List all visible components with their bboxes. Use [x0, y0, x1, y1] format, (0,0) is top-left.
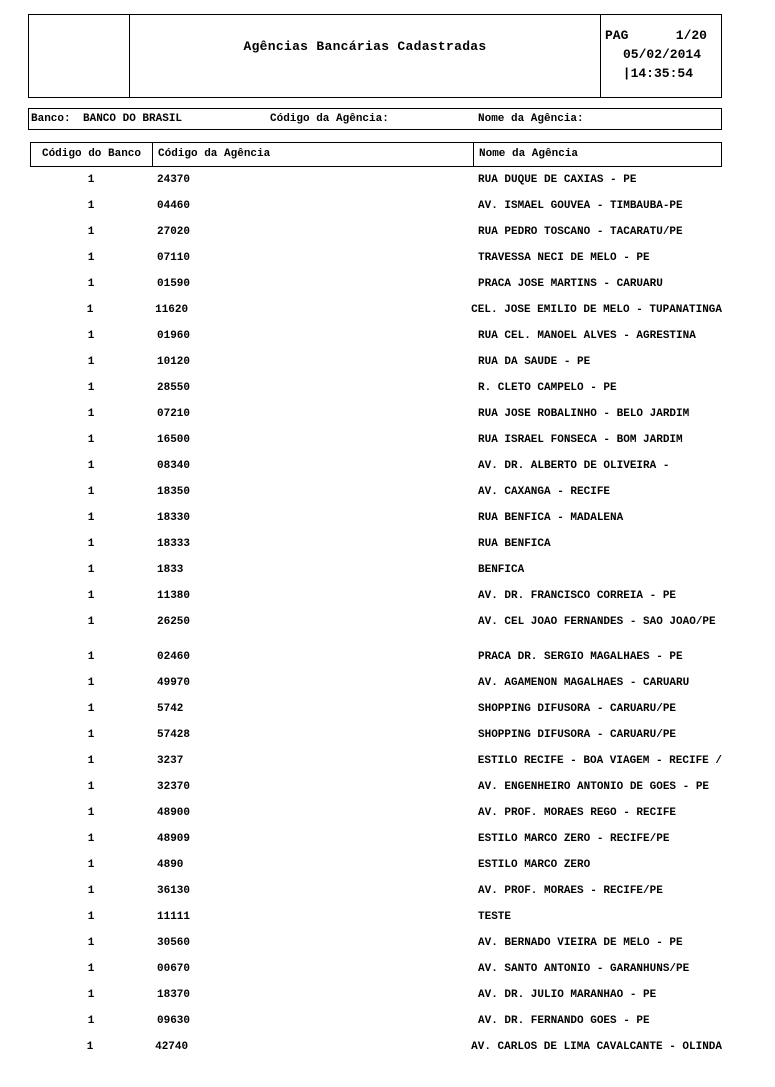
- cell-agency-name: PRACA JOSE MARTINS - CARUARU: [478, 278, 663, 290]
- report-date: 05/02/2014: [622, 47, 701, 62]
- cell-bank-code: 1: [87, 382, 95, 394]
- cell-agency-code: 08340: [157, 460, 191, 472]
- cell-agency-name: AV. DR. FRANCISCO CORREIA - PE: [478, 590, 677, 602]
- cell-bank-code: 1: [87, 651, 95, 663]
- table-row: [30, 1034, 722, 1060]
- table-row: [30, 722, 722, 748]
- cell-agency-code: 36130: [157, 885, 191, 897]
- column-header-agency-name: Nome da Agência: [479, 148, 579, 160]
- cell-bank-code: 1: [87, 330, 95, 342]
- cell-agency-code: 11620: [155, 304, 189, 316]
- title-cell: [130, 15, 601, 97]
- cell-agency-name: ESTILO MARCO ZERO: [478, 859, 591, 871]
- cell-agency-name: RUA CEL. MANOEL ALVES - AGRESTINA: [478, 330, 696, 342]
- table-row: [30, 670, 722, 696]
- table-row: [30, 557, 722, 583]
- cell-bank-code: 1: [86, 304, 94, 316]
- cell-agency-code: 01960: [157, 330, 191, 342]
- cell-agency-code: 18350: [157, 486, 191, 498]
- table-row: [30, 1008, 722, 1034]
- cell-agency-code: 09630: [157, 1015, 191, 1027]
- cell-bank-code: 1: [87, 408, 95, 420]
- page-meta: [601, 15, 721, 97]
- cell-agency-code: 01590: [157, 278, 191, 290]
- cell-bank-code: 1: [87, 356, 95, 368]
- table-row: [30, 297, 722, 323]
- cell-agency-code: 16500: [157, 434, 191, 446]
- cell-agency-code: 04460: [157, 200, 191, 212]
- cell-agency-name: CEL. JOSE EMILIO DE MELO - TUPANATINGA: [471, 304, 722, 316]
- cell-agency-code: 11380: [157, 590, 191, 602]
- cell-agency-name: AV. DR. ALBERTO DE OLIVEIRA -: [478, 460, 670, 472]
- cell-bank-code: 1: [87, 278, 95, 290]
- table-row: [30, 930, 722, 956]
- cell-agency-name: BENFICA: [478, 564, 525, 576]
- cell-bank-code: 1: [87, 937, 95, 949]
- agency-name-filter-label: Nome da Agência:: [478, 113, 584, 125]
- cell-agency-name: AV. CARLOS DE LIMA CAVALCANTE - OLINDA: [471, 1041, 722, 1053]
- cell-bank-code: 1: [87, 616, 95, 628]
- cell-agency-name: TESTE: [478, 911, 512, 923]
- cell-agency-name: AV. CAXANGA - RECIFE: [478, 486, 611, 498]
- cell-agency-code: 18370: [157, 989, 191, 1001]
- cell-agency-name: AV. CEL JOAO FERNANDES - SAO JOAO/PE: [478, 616, 716, 628]
- cell-bank-code: 1: [87, 564, 95, 576]
- cell-agency-name: RUA DUQUE DE CAXIAS - PE: [478, 174, 637, 186]
- page-label: PAG: [605, 28, 629, 43]
- table-row: [30, 748, 722, 774]
- cell-agency-code: 5742: [157, 703, 184, 715]
- cell-agency-name: RUA BENFICA - MADALENA: [478, 512, 624, 524]
- cell-agency-code: 28550: [157, 382, 191, 394]
- cell-bank-code: 1: [87, 755, 95, 767]
- cell-bank-code: 1: [87, 703, 95, 715]
- table-row: [30, 427, 722, 453]
- table-row: [30, 505, 722, 531]
- cell-agency-name: AV. PROF. MORAES REGO - RECIFE: [478, 807, 677, 819]
- cell-agency-code: 10120: [157, 356, 191, 368]
- cell-bank-code: 1: [87, 538, 95, 550]
- cell-agency-name: SHOPPING DIFUSORA - CARUARU/PE: [478, 703, 677, 715]
- cell-agency-code: 30560: [157, 937, 191, 949]
- cell-bank-code: 1: [87, 200, 95, 212]
- cell-agency-code: 24370: [157, 174, 191, 186]
- table-row: [30, 219, 722, 245]
- cell-agency-name: AV. PROF. MORAES - RECIFE/PE: [478, 885, 663, 897]
- cell-bank-code: 1: [86, 1041, 94, 1053]
- cell-agency-name: AV. SANTO ANTONIO - GARANHUNS/PE: [478, 963, 690, 975]
- cell-agency-code: 4890: [157, 859, 184, 871]
- cell-agency-name: ESTILO MARCO ZERO - RECIFE/PE: [478, 833, 670, 845]
- cell-agency-name: RUA PEDRO TOSCANO - TACARATU/PE: [478, 226, 683, 238]
- table-row: [30, 904, 722, 930]
- report-time: |14:35:54: [622, 66, 693, 81]
- cell-agency-code: 00670: [157, 963, 191, 975]
- cell-agency-code: 07210: [157, 408, 191, 420]
- cell-agency-name: AV. BERNADO VIEIRA DE MELO - PE: [478, 937, 683, 949]
- cell-agency-code: 42740: [155, 1041, 189, 1053]
- cell-agency-name: AV. AGAMENON MAGALHAES - CARUARU: [478, 677, 690, 689]
- cell-agency-code: 18333: [157, 538, 191, 550]
- page-number-line: [601, 26, 721, 45]
- table-row: [30, 696, 722, 722]
- cell-agency-name: ESTILO RECIFE - BOA VIAGEM - RECIFE /: [477, 755, 722, 767]
- cell-bank-code: 1: [87, 833, 95, 845]
- table-header: [30, 142, 722, 167]
- page-title: Agências Bancárias Cadastradas: [243, 39, 487, 54]
- cell-agency-name: AV. ENGENHEIRO ANTONIO DE GOES - PE: [478, 781, 710, 793]
- cell-agency-name: TRAVESSA NECI DE MELO - PE: [478, 252, 650, 264]
- cell-agency-code: 1833: [157, 564, 184, 576]
- filter-bar: [28, 108, 722, 130]
- column-header-bank-code: Código do Banco: [31, 143, 153, 166]
- report-header: [28, 14, 722, 98]
- cell-agency-code: 49970: [157, 677, 191, 689]
- table-row: [30, 453, 722, 479]
- table-row: [30, 271, 722, 297]
- cell-agency-name: RUA ISRAEL FONSECA - BOM JARDIM: [478, 434, 683, 446]
- column-header-agency-code: Código da Agência: [153, 143, 474, 166]
- cell-agency-code: 26250: [157, 616, 191, 628]
- cell-agency-code: 18330: [157, 512, 191, 524]
- cell-bank-code: 1: [87, 226, 95, 238]
- cell-agency-name: RUA BENFICA: [478, 538, 551, 550]
- cell-agency-code: 3237: [156, 755, 184, 767]
- cell-agency-name: AV. DR. FERNANDO GOES - PE: [478, 1015, 650, 1027]
- cell-bank-code: 1: [87, 729, 95, 741]
- table-row: [30, 583, 722, 609]
- cell-bank-code: 1: [87, 885, 95, 897]
- agency-code-filter-label: Código da Agência:: [270, 113, 389, 125]
- cell-agency-code: 57428: [157, 729, 191, 741]
- table-row: [30, 878, 722, 904]
- cell-agency-name: R. CLETO CAMPELO - PE: [478, 382, 617, 394]
- cell-agency-name: AV. ISMAEL GOUVEA - TIMBAUBA-PE: [478, 200, 683, 212]
- cell-agency-code: 48900: [157, 807, 191, 819]
- cell-bank-code: 1: [87, 963, 95, 975]
- cell-agency-name: AV. DR. JULIO MARANHAO - PE: [478, 989, 657, 1001]
- table-row: [30, 609, 722, 635]
- cell-bank-code: 1: [87, 1015, 95, 1027]
- cell-agency-code: 48909: [157, 833, 191, 845]
- logo-cell: [29, 15, 130, 97]
- table-row: [30, 401, 722, 427]
- table-row: [30, 826, 722, 852]
- cell-agency-code: 32370: [157, 781, 191, 793]
- table-row: [30, 800, 722, 826]
- bank-filter-label: Banco:: [31, 113, 71, 125]
- cell-bank-code: 1: [87, 677, 95, 689]
- table-row: [30, 479, 722, 505]
- table-row: [30, 982, 722, 1008]
- cell-bank-code: 1: [87, 807, 95, 819]
- table-row: [30, 852, 722, 878]
- cell-bank-code: 1: [87, 174, 95, 186]
- table-body: [30, 167, 722, 1060]
- cell-bank-code: 1: [87, 434, 95, 446]
- cell-agency-code: 07110: [157, 252, 191, 264]
- table-row: [30, 774, 722, 800]
- cell-bank-code: 1: [87, 252, 95, 264]
- table-row: [30, 349, 722, 375]
- table-row: [30, 193, 722, 219]
- cell-bank-code: 1: [87, 460, 95, 472]
- table-row: [30, 644, 722, 670]
- cell-bank-code: 1: [87, 989, 95, 1001]
- cell-agency-code: 02460: [157, 651, 191, 663]
- cell-agency-name: RUA JOSE ROBALINHO - BELO JARDIM: [478, 408, 690, 420]
- cell-agency-name: SHOPPING DIFUSORA - CARUARU/PE: [478, 729, 677, 741]
- table-row: [30, 323, 722, 349]
- table-row: [30, 531, 722, 557]
- table-row: [30, 167, 722, 193]
- bank-filter-value: BANCO DO BRASIL: [83, 113, 183, 125]
- page-value: 1/20: [675, 28, 707, 43]
- table-row: [30, 956, 722, 982]
- table-row: [30, 245, 722, 271]
- cell-bank-code: 1: [87, 512, 95, 524]
- cell-bank-code: 1: [87, 486, 95, 498]
- cell-bank-code: 1: [87, 911, 95, 923]
- cell-agency-code: 27020: [157, 226, 191, 238]
- cell-bank-code: 1: [87, 781, 95, 793]
- cell-agency-code: 11111: [157, 911, 191, 923]
- table-row: [30, 375, 722, 401]
- cell-bank-code: 1: [87, 859, 95, 871]
- cell-bank-code: 1: [87, 590, 95, 602]
- cell-agency-name: RUA DA SAUDE - PE: [478, 356, 591, 368]
- cell-agency-name: PRACA DR. SERGIO MAGALHAES - PE: [478, 651, 683, 663]
